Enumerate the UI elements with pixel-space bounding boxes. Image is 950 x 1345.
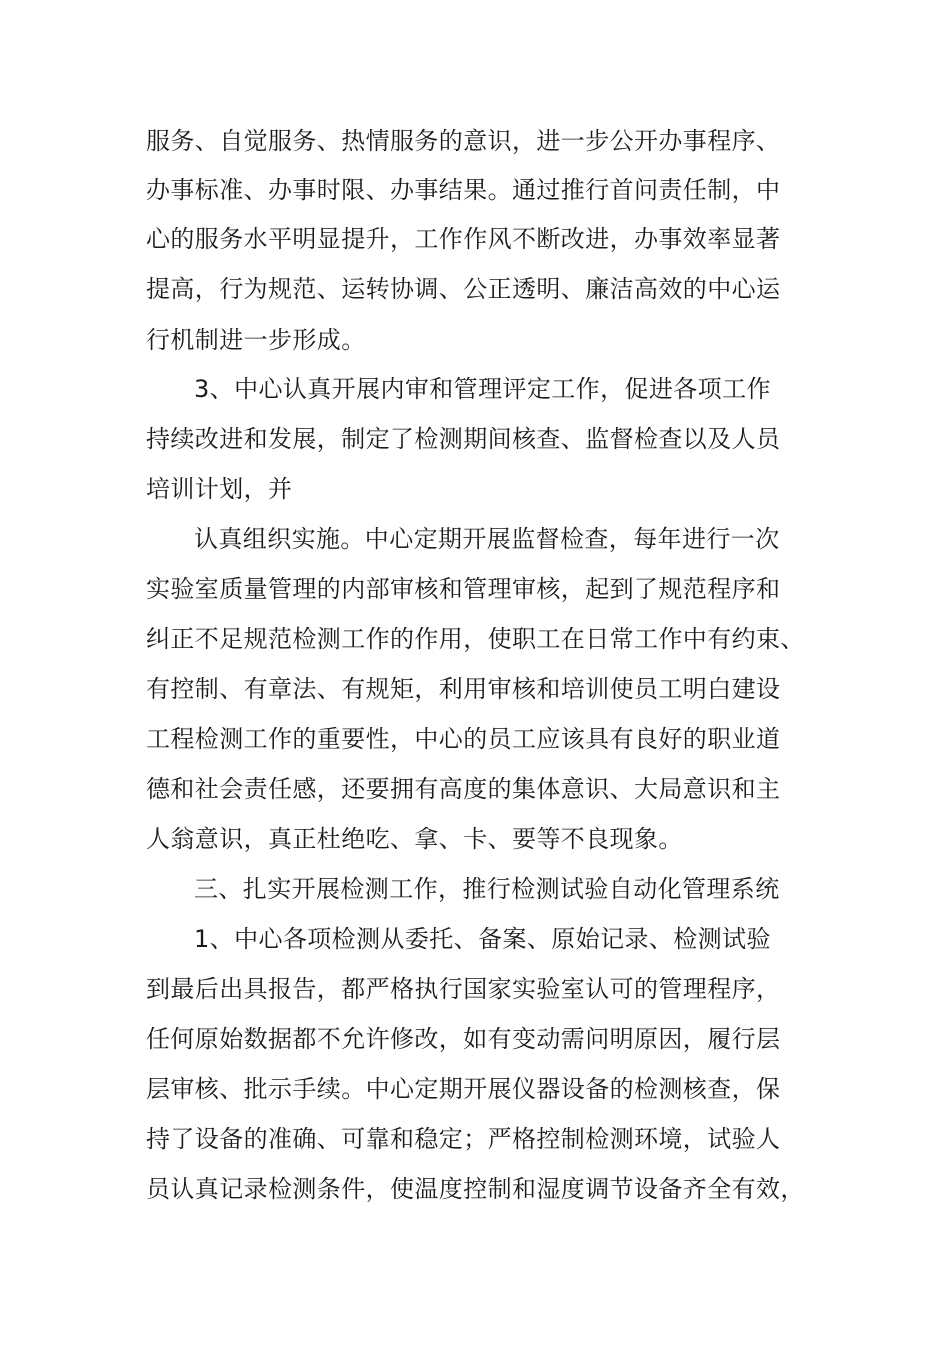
text-line: 培训计划，并 [146, 475, 293, 503]
section-heading: 三、扎实开展检测工作，推行检测试验自动化管理系统 [194, 875, 780, 903]
text-line: 持了设备的准确、可靠和稳定；严格控制检测环境，试验人 [146, 1125, 781, 1153]
text-line: 办事标准、办事时限、办事结果。通过推行首问责任制，中 [146, 176, 781, 204]
paragraph-start-line: 1、中心各项检测从委托、备案、原始记录、检测试验 [194, 925, 771, 953]
text-line: 提高，行为规范、运转协调、公正透明、廉洁高效的中心运 [146, 275, 781, 303]
text-line: 员认真记录检测条件，使温度控制和湿度调节设备齐全有效， [146, 1175, 805, 1203]
text-line: 有控制、有章法、有规矩，利用审核和培训使员工明白建设 [146, 675, 781, 703]
text-line: 实验室质量管理的内部审核和管理审核，起到了规范程序和 [146, 575, 781, 603]
text-line: 服务、自觉服务、热情服务的意识，进一步公开办事程序、 [146, 127, 781, 155]
text-line: 人翁意识，真正杜绝吃、拿、卡、要等不良现象。 [146, 825, 683, 853]
text-line: 层审核、批示手续。中心定期开展仪器设备的检测核查，保 [146, 1075, 781, 1103]
paragraph-start-line: 3、中心认真开展内审和管理评定工作，促进各项工作 [194, 375, 771, 403]
paragraph-start-line: 认真组织实施。中心定期开展监督检查，每年进行一次 [194, 525, 780, 553]
text-line: 行机制进一步形成。 [146, 326, 366, 354]
text-line: 到最后出具报告，都严格执行国家实验室认可的管理程序， [146, 975, 781, 1003]
text-line: 工程检测工作的重要性，中心的员工应该具有良好的职业道 [146, 725, 781, 753]
text-line: 持续改进和发展，制定了检测期间核查、监督检查以及人员 [146, 425, 781, 453]
text-line: 心的服务水平明显提升，工作作风不断改进，办事效率显著 [146, 225, 781, 253]
text-line: 任何原始数据都不允许修改，如有变动需问明原因，履行层 [146, 1025, 781, 1053]
text-line: 德和社会责任感，还要拥有高度的集体意识、大局意识和主 [146, 775, 781, 803]
text-line: 纠正不足规范检测工作的作用，使职工在日常工作中有约束、 [146, 625, 805, 653]
